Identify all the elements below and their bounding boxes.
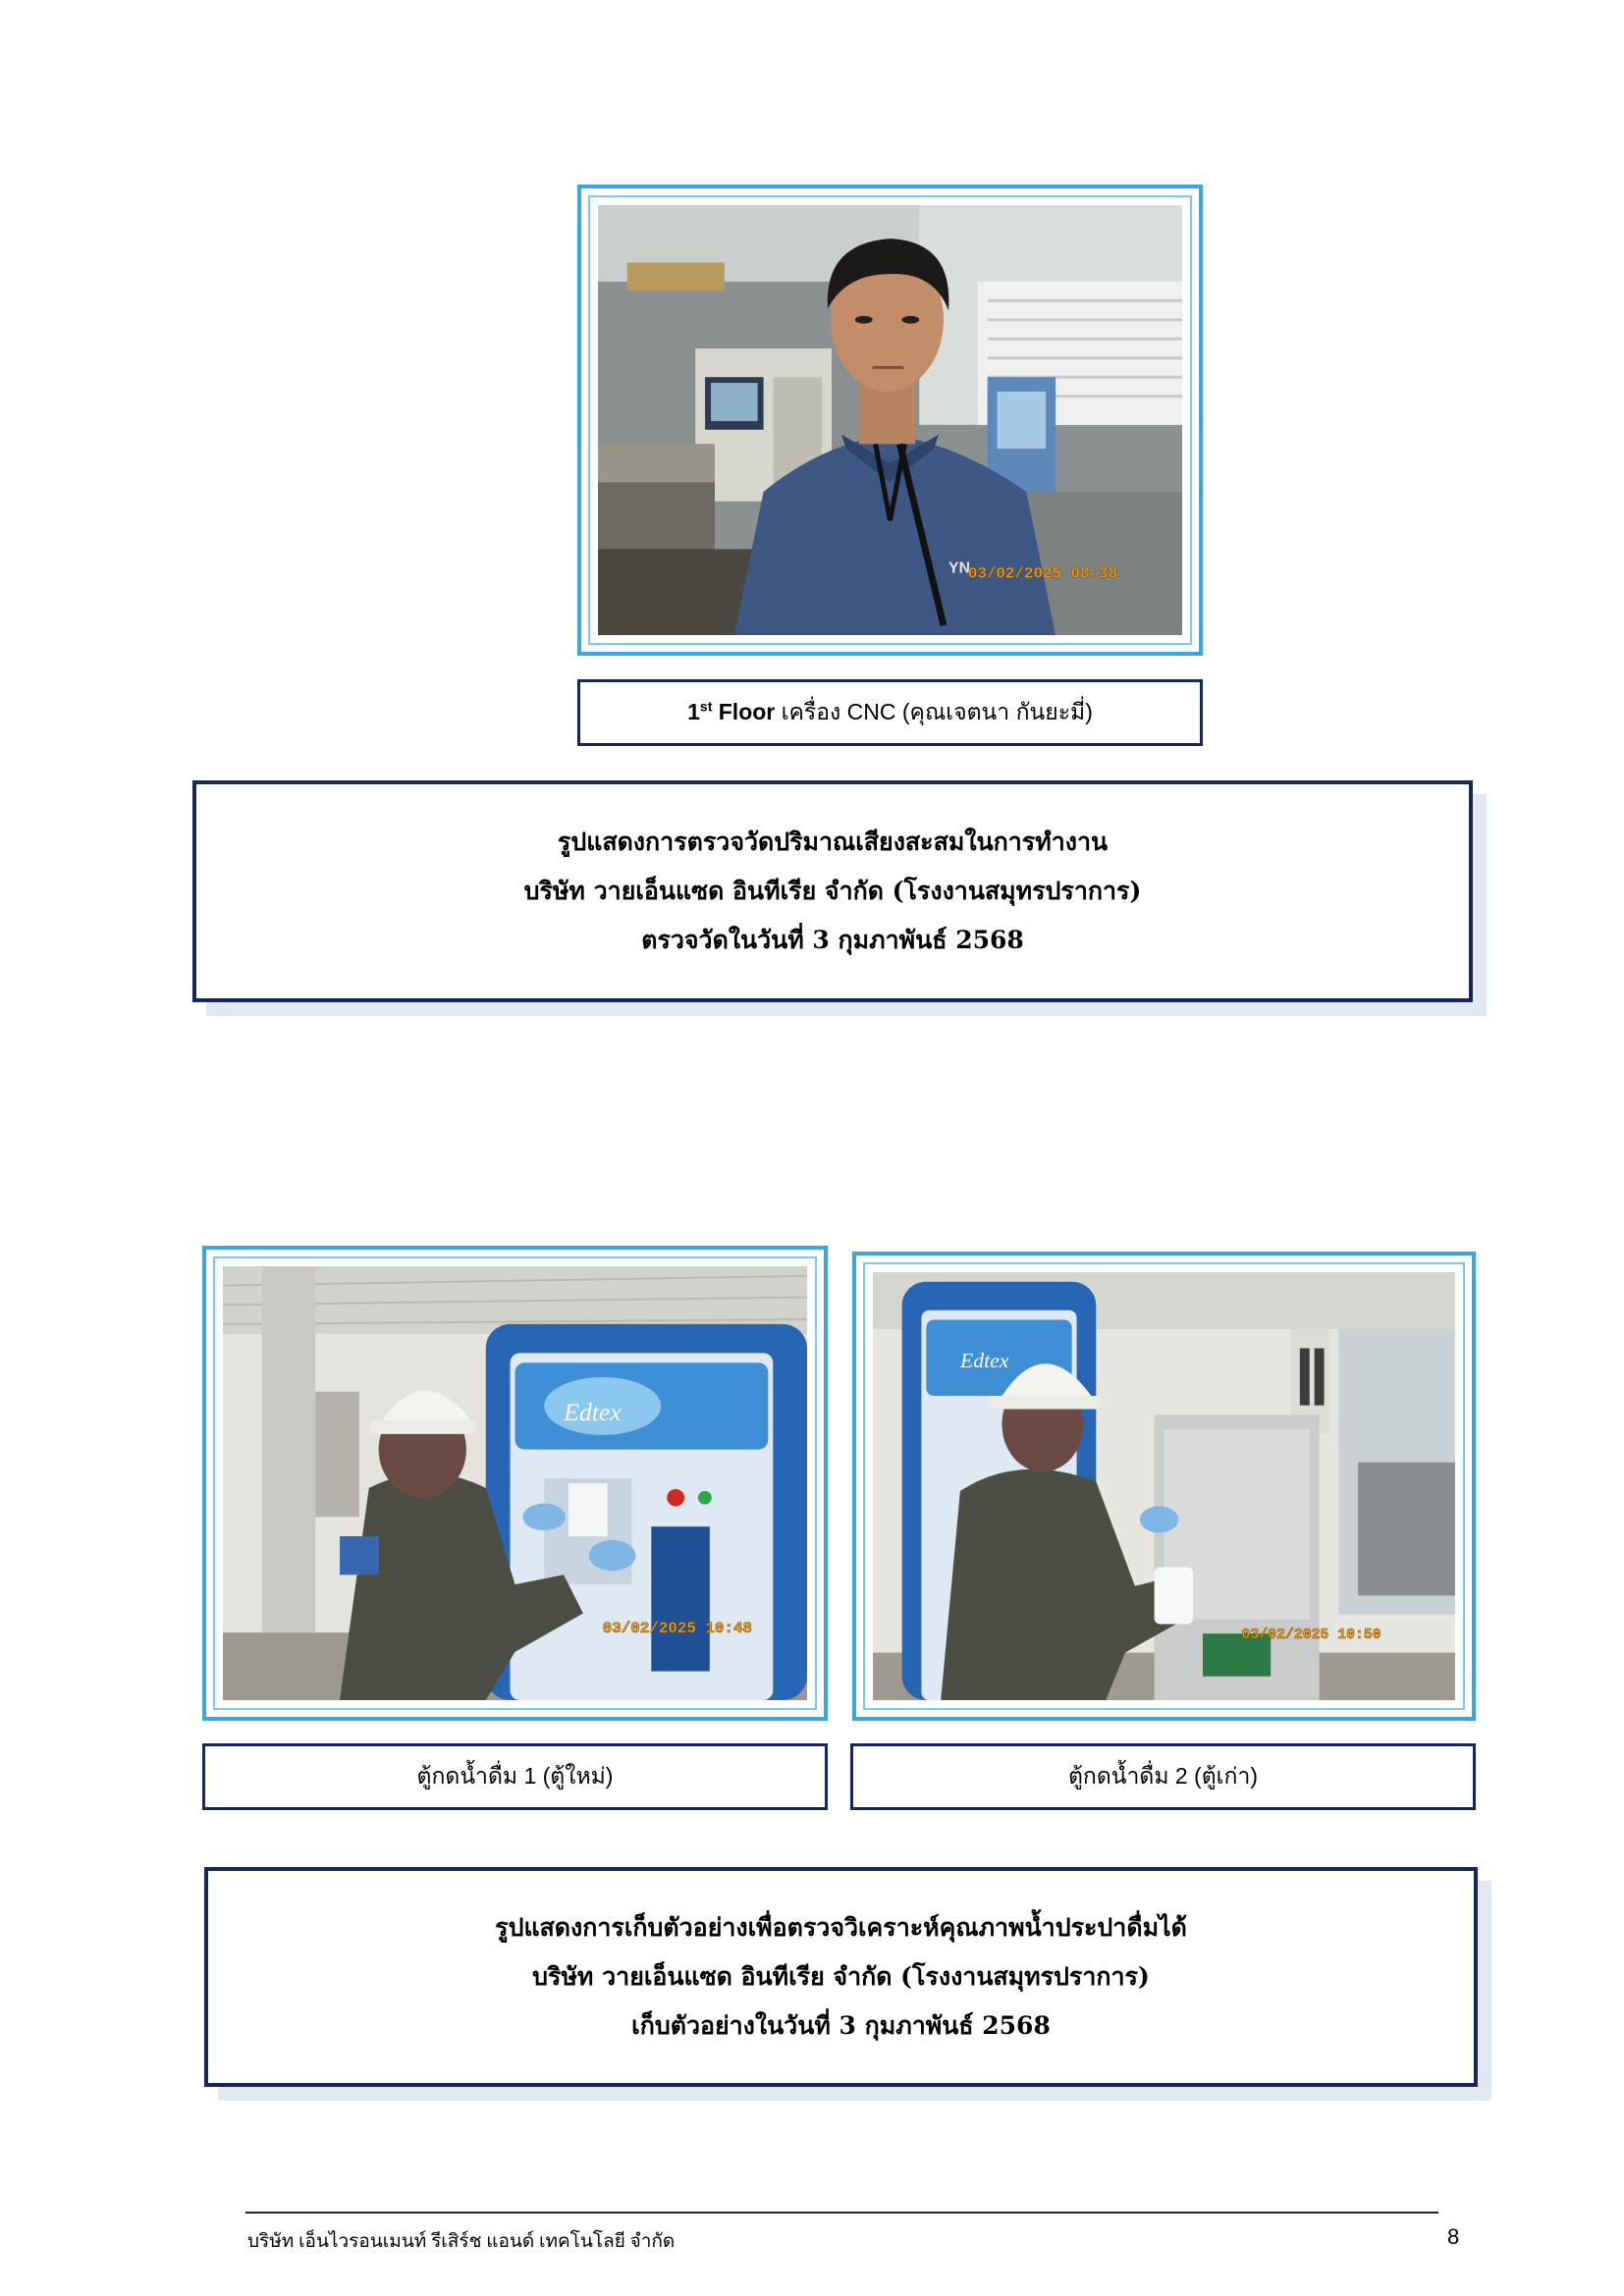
section-title-water-sampling — [204, 1867, 1478, 2087]
caption-text: ตู้กดน้ำดื่ม 1 (ตู้ใหม่) — [416, 1763, 614, 1789]
section-title-noise-measurement — [192, 780, 1473, 1002]
caption-text: ตู้กดน้ำดื่ม 2 (ตู้เก่า) — [1067, 1763, 1259, 1789]
section-title-line-3: เก็บตัวอย่างในวันที่ 3 กุมภาพันธ์ 2568 — [631, 2011, 1051, 2040]
footer-company-name: บริษัท เอ็นไวรอนเมนท์ รีเสิร์ช แอนด์ เทคโนโลยี จำกัด — [247, 2231, 676, 2252]
machine-brand-text: Edtex — [564, 1398, 622, 1427]
section-title-line-2: บริษัท วายเอ็นแซด อินทีเรีย จำกัด (โรงงานสมุทรปราการ) — [532, 1962, 1150, 1991]
caption-cnc-worker — [577, 679, 1203, 746]
machine-brand-text: Edtex — [959, 1349, 1009, 1372]
photo-frame-water-dispenser-1 — [202, 1246, 828, 1721]
section-title-line-1: รูปแสดงการเก็บตัวอย่างเพื่อตรวจวิเคราะห์คุณภาพน้ำประปาดื่มได้ — [495, 1913, 1187, 1942]
photo-water-dispenser-2 — [873, 1272, 1455, 1700]
section-title-line-3: ตรวจวัดในวันที่ 3 กุมภาพันธ์ 2568 — [641, 926, 1024, 954]
photo-cnc-worker — [598, 205, 1182, 635]
section-title-line-2: บริษัท วายเอ็นแซด อินทีเรีย จำกัด (โรงงานสมุทรปราการ) — [523, 877, 1142, 905]
caption-text — [687, 695, 1093, 730]
caption-ordinal-suffix: st — [699, 698, 713, 715]
section-title-line-1: รูปแสดงการตรวจวัดปริมาณเสียงสะสมในการทำงาน — [557, 828, 1109, 856]
caption-description: เครื่อง CNC (คุณเจตนา กันยะมี่) — [781, 699, 1093, 724]
caption-water-dispenser-2 — [850, 1743, 1476, 1810]
page-number: 8 — [1447, 2224, 1460, 2249]
photo-timestamp: 03/02/2025 10:48 — [602, 1620, 753, 1638]
photo-frame-cnc-worker — [577, 185, 1203, 656]
footer-rule — [245, 2212, 1438, 2214]
photo-timestamp: 03/02/2025 10:50 — [1241, 1628, 1381, 1643]
photo-frame-water-dispenser-2 — [852, 1252, 1476, 1721]
caption-ordinal: 1 — [687, 699, 700, 724]
caption-water-dispenser-1 — [202, 1743, 828, 1810]
shirt-logo-text: YN — [948, 560, 971, 577]
photo-water-dispenser-1 — [223, 1266, 807, 1700]
photo-timestamp: 03/02/2025 08:38 — [967, 564, 1118, 583]
caption-floor-word: Floor — [718, 699, 776, 724]
